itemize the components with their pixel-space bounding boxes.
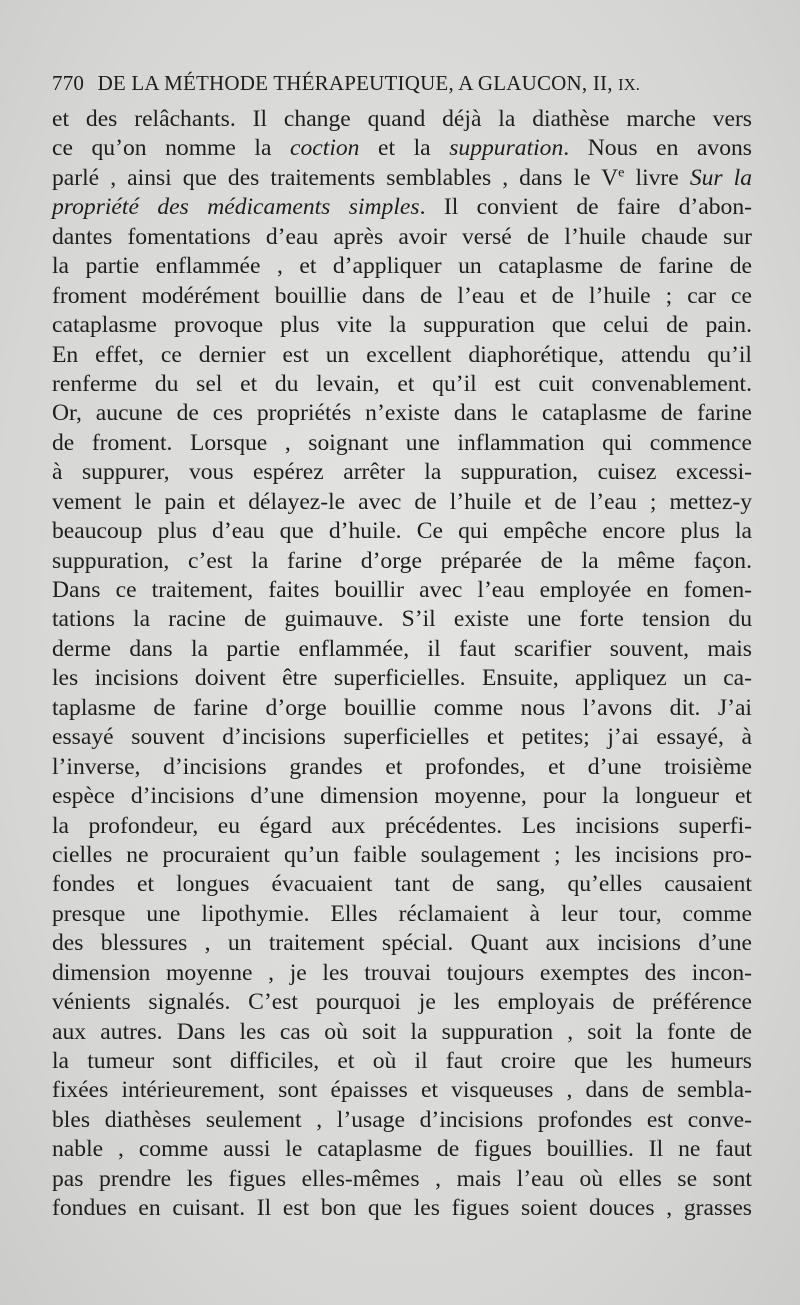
running-header — [52, 68, 752, 98]
text-segment: aux autres. Dans les cas où soit la suppuration , soit la fonte de — [52, 1018, 752, 1045]
text-line — [52, 282, 752, 311]
text-segment: En effet, ce dernier est un excellent diaphorétique, attendu qu’il — [52, 341, 752, 368]
text-segment: les incisions doivent être superficielles. Ensuite, appliquez un ca- — [52, 665, 752, 692]
text-segment: livre — [624, 164, 690, 191]
text-line — [52, 782, 752, 811]
text-segment: cielles ne procuraient qu’un faible soulagement ; les incisions pro- — [52, 841, 752, 868]
text-line — [52, 900, 752, 929]
text-segment: essayé souvent d’incisions superficielles et petites; j’ai essayé, à — [52, 724, 752, 751]
text-line — [52, 988, 752, 1017]
text-segment: . Nous en avons — [563, 135, 752, 162]
text-line — [52, 959, 752, 988]
text-line — [52, 341, 752, 370]
text-segment: fondes et longues évacuaient tant de sang, qu’elles causaient — [52, 871, 752, 898]
text-segment: beaucoup plus d’eau que d’huile. Ce qui empêche encore plus la — [52, 518, 752, 545]
text-line — [52, 1076, 752, 1105]
page-number: 770 — [52, 71, 85, 95]
text-line — [52, 252, 752, 281]
text-segment: et des relâchants. Il change quand déjà la diathèse marche vers — [52, 106, 752, 132]
superscript-text: e — [618, 164, 625, 181]
text-line — [52, 635, 752, 664]
text-line — [52, 1135, 752, 1164]
text-line — [52, 1047, 752, 1076]
text-line — [52, 694, 752, 723]
text-segment: taplasme de farine d’orge bouillie comme nous l’avons dit. J’ai — [52, 694, 752, 721]
text-line — [52, 547, 752, 576]
text-line — [52, 105, 752, 134]
text-line — [52, 488, 752, 517]
text-segment: des blessures , un traitement spécial. Quant aux incisions d’une — [52, 930, 752, 957]
body-text — [52, 105, 752, 1224]
text-line — [52, 723, 752, 752]
text-line — [52, 1018, 752, 1047]
text-segment: la profondeur, eu égard aux précédentes. Les incisions superfi- — [52, 812, 752, 839]
text-line — [52, 664, 752, 693]
text-line — [52, 370, 752, 399]
text-segment: renferme du sel et du levain, et qu’il est cuit convenablement. — [52, 370, 752, 397]
text-line — [52, 429, 752, 458]
text-line — [52, 223, 752, 252]
running-title: DE LA MÉTHODE THÉRAPEUTIQUE, A GLAUCON, II, — [97, 71, 613, 95]
text-line — [52, 753, 752, 782]
text-line — [52, 193, 752, 222]
text-line — [52, 1165, 752, 1194]
text-segment: parlé , ainsi que des traitements semblables , dans le V — [52, 164, 619, 191]
text-segment: dantes fomentations d’eau après avoir versé de l’huile chaude sur — [52, 223, 752, 250]
text-segment: tations la racine de guimauve. S’il existe une forte tension du — [52, 606, 752, 633]
text-line — [52, 134, 752, 163]
text-segment: pas prendre les figues elles-mêmes , mais l’eau où elles se sont — [52, 1165, 752, 1192]
text-segment: suppuration, c’est la farine d’orge préparée de la même façon. — [52, 547, 752, 574]
text-segment: espèce d’incisions d’une dimension moyenne, pour la longueur et — [52, 783, 752, 810]
text-line — [52, 870, 752, 899]
italic-text: suppuration — [449, 135, 564, 162]
italic-text: propriété des médicaments simples — [52, 194, 420, 221]
text-segment: l’inverse, d’incisions grandes et profondes, et d’une troisième — [52, 753, 752, 780]
text-segment: nable , comme aussi le cataplasme de figues bouillies. Il ne faut — [52, 1136, 752, 1163]
text-line — [52, 605, 752, 634]
text-line — [52, 458, 752, 487]
text-segment: presque une lipothymie. Elles réclamaient à leur tour, comme — [52, 900, 752, 927]
text-line — [52, 399, 752, 428]
text-segment: . Il convient de faire d’abon- — [419, 194, 752, 221]
text-segment: de froment. Lorsque , soignant une inflammation qui commence — [52, 429, 752, 456]
text-segment: Or, aucune de ces propriétés n’existe dans le cataplasme de farine — [52, 400, 752, 427]
text-segment: vement le pain et délayez-le avec de l’huile et de l’eau ; mettez-y — [52, 488, 752, 515]
text-line — [52, 1194, 752, 1223]
italic-text: Sur la — [689, 164, 752, 191]
text-segment: fixées intérieurement, sont épaisses et visqueuses , dans de sembla- — [52, 1077, 752, 1104]
text-segment: à suppurer, vous espérez arrêter la suppuration, cuisez excessi- — [52, 459, 752, 486]
text-line — [52, 841, 752, 870]
text-segment: la partie enflammée , et d’appliquer un cataplasme de farine de — [52, 253, 752, 280]
text-segment: et la — [359, 135, 450, 162]
text-segment: derme dans la partie enflammée, il faut scarifier souvent, mais — [52, 635, 752, 662]
text-segment: Dans ce traitement, faites bouillir avec l’eau employée en fomen- — [52, 577, 752, 603]
text-line — [52, 576, 752, 605]
text-segment: fondues en cuisant. Il est bon que les figues soient douces , grasses — [52, 1195, 752, 1222]
text-segment: vénients signalés. C’est pourquoi je les employais de préférence — [52, 989, 752, 1016]
chapter-number: IX. — [618, 75, 641, 94]
text-line — [52, 812, 752, 841]
italic-text: coction — [290, 135, 360, 162]
text-segment: froment modérément bouillie dans de l’eau et de l’huile ; car ce — [52, 282, 752, 309]
text-line — [52, 929, 752, 958]
text-line — [52, 1106, 752, 1135]
text-line — [52, 311, 752, 340]
text-line — [52, 517, 752, 546]
text-line — [52, 164, 752, 193]
text-segment: cataplasme provoque plus vite la suppuration que celui de pain. — [52, 312, 752, 339]
text-segment: bles diathèses seulement , l’usage d’incisions profondes est conve- — [52, 1106, 752, 1133]
text-segment: dimension moyenne , je les trouvai toujours exemptes des incon- — [52, 959, 752, 986]
text-segment: ce qu’on nomme la — [52, 135, 291, 162]
text-segment: la tumeur sont difficiles, et où il faut croire que les humeurs — [52, 1048, 752, 1074]
